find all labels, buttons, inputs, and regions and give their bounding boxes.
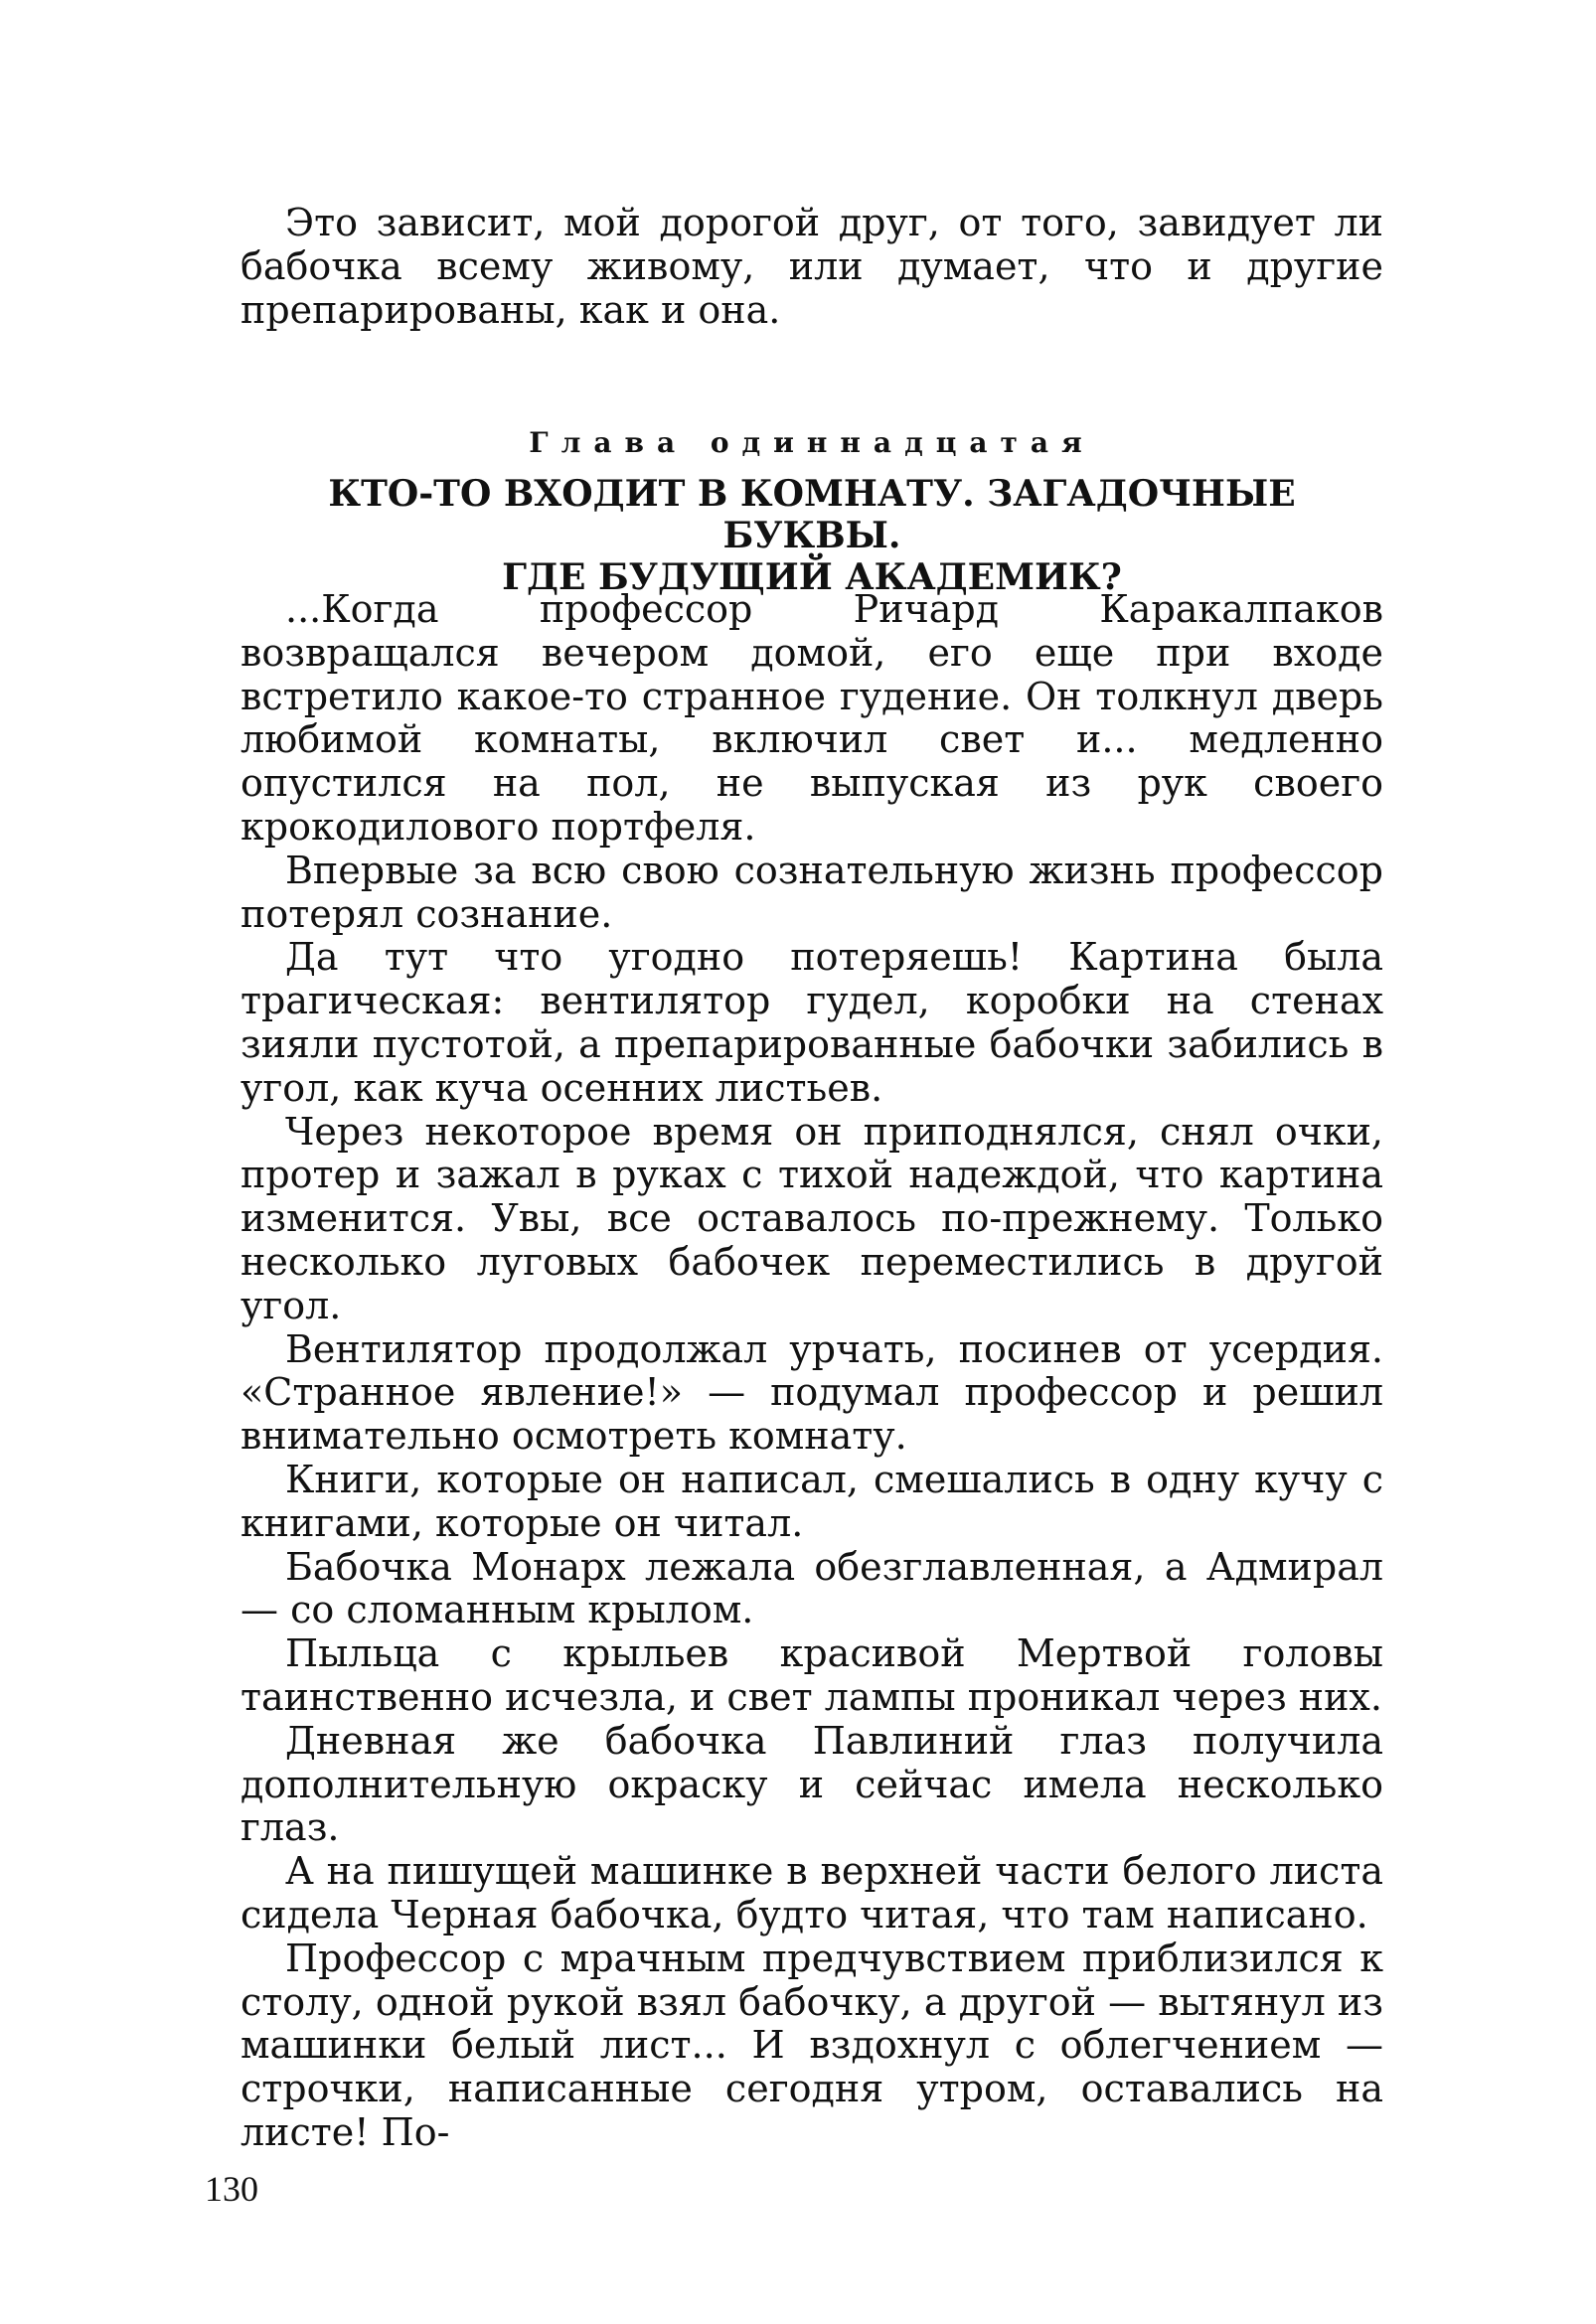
paragraph: А на пишущей машинке в верхней части белого листа сидела Черная бабочка, будто читая, что там написано. (240, 1849, 1383, 1937)
paragraph: Через некоторое время он приподнялся, снял очки, протер и зажал в руках с тихой надеждой, что картина изменится. Увы, все оставалось по-прежнему. Только несколько луговых бабочек переместились в другой угол. (240, 1109, 1383, 1327)
paragraph: Да тут что угодно потеряешь! Картина была трагическая: вентилятор гудел, коробки на стенах зияли пустотой, а препарированные бабочки забились в угол, как куча осенних листьев. (240, 935, 1383, 1110)
paragraph: Пыльца с крыльев красивой Мертвой головы таинственно исчезла, и свет лампы проникал через них. (240, 1631, 1383, 1719)
page-number: 130 (205, 2169, 258, 2209)
paragraph: Профессор с мрачным предчувствием приблизился к столу, одной рукой взял бабочку, а другой — вытянул из машинки белый лист... И вздохнул с облегчением — строчки, написанные сегодня утром, оставались на листе! По- (240, 1936, 1383, 2154)
paragraph: ...Когда профессор Ричард Каракалпаков возвращался вечером домой, его еще при входе встретило какое-то странное гудение. Он толкнул дверь любимой комнаты, включил свет и... медленно опустился на пол, не выпуская из рук своего крокодилового портфеля. (240, 587, 1383, 849)
paragraph: Впервые за всю свою сознательную жизнь профессор потерял сознание. (240, 848, 1383, 936)
chapter-label: Глава одиннадцатая (529, 426, 1095, 459)
chapter-body (240, 588, 1383, 2155)
paragraph: Бабочка Монарх лежала обезглавленная, а Адмирал — со сломанным крылом. (240, 1544, 1383, 1632)
chapter-title-line-1: КТО-ТО ВХОДИТ В КОМНАТУ. ЗАГАДОЧНЫЕ БУКВЫ. (328, 473, 1296, 556)
paragraph: Вентилятор продолжал урчать, посинев от усердия. «Странное явление!» — подумал профессор и решил внимательно осмотреть комнату. (240, 1326, 1383, 1459)
intro-block (240, 202, 1383, 332)
paragraph: Книги, которые он написал, смешались в одну кучу с книгами, которые он читал. (240, 1457, 1383, 1545)
intro-paragraph: Это зависит, мой дорогой друг, от того, завидует ли бабочка всему живому, или думает, что и другие препарированы, как и она. (240, 201, 1383, 332)
chapter-title (240, 473, 1383, 598)
chapter-title-line-2: ГДЕ БУДУЩИЙ АКАДЕМИК? (502, 556, 1122, 598)
paragraph: Дневная же бабочка Павлиний глаз получила дополнительную окраску и сейчас имела несколько глаз. (240, 1718, 1383, 1850)
